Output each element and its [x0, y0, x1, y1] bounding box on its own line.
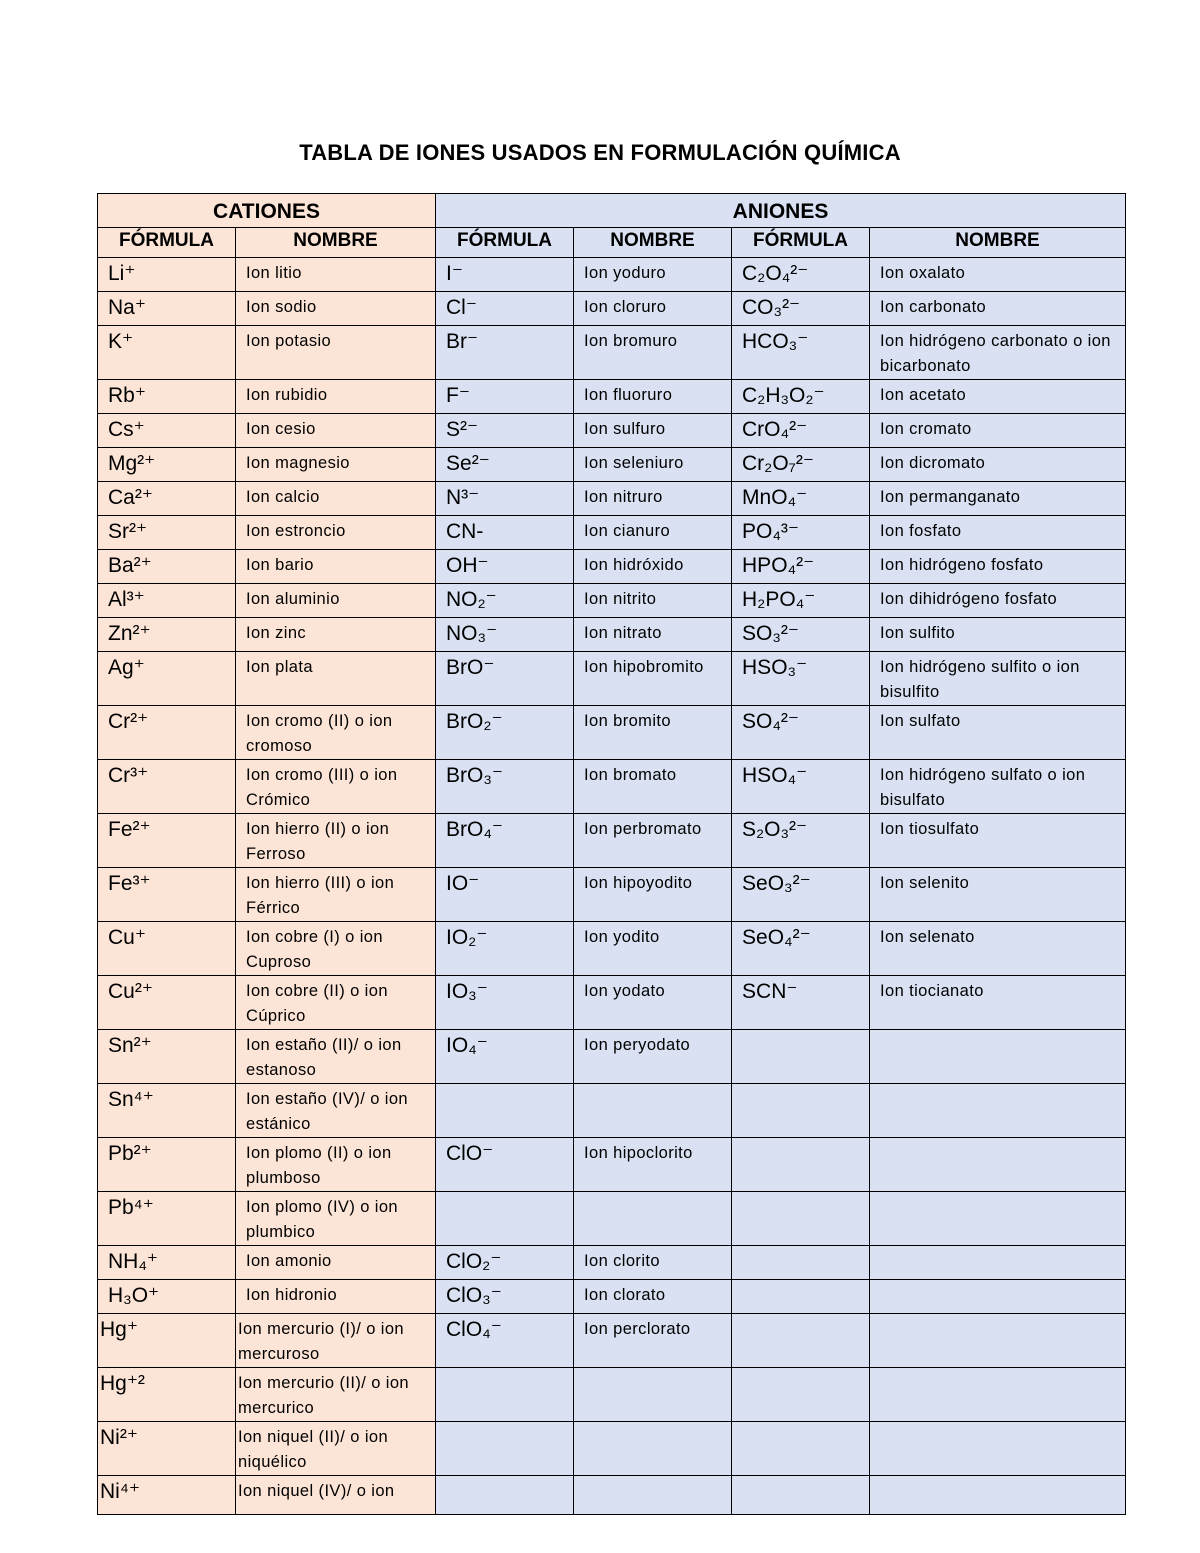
anion-name: Ion acetato: [870, 380, 1126, 414]
cation-formula: Zn²⁺: [98, 618, 236, 652]
column-header-nombre: NOMBRE: [870, 228, 1126, 258]
anion-formula: [436, 1084, 574, 1138]
anion-formula: H₂PO₄⁻: [732, 584, 870, 618]
table-row: [98, 1280, 1126, 1314]
table-row: [98, 1246, 1126, 1280]
anion-name: Ion sulfuro: [574, 414, 732, 448]
anion-name: Ion seleniuro: [574, 448, 732, 482]
table-row: [98, 1314, 1126, 1368]
column-header-nombre: NOMBRE: [236, 228, 436, 258]
anion-formula: BrO⁻: [436, 652, 574, 706]
cation-name: Ion hierro (II) o ion Ferroso: [236, 814, 436, 868]
anion-name: Ion tiosulfato: [870, 814, 1126, 868]
anion-name: Ion selenito: [870, 868, 1126, 922]
cation-name: Ion estaño (IV)/ o ion estánico: [236, 1084, 436, 1138]
anion-name: Ion dicromato: [870, 448, 1126, 482]
anion-formula: CN-: [436, 516, 574, 550]
anion-formula: [436, 1368, 574, 1422]
anion-formula: [732, 1422, 870, 1476]
anion-name: Ion fluoruro: [574, 380, 732, 414]
anion-name: Ion hidrógeno carbonato o ion bicarbonato: [870, 326, 1126, 380]
cation-name: Ion cesio: [236, 414, 436, 448]
anion-formula: [732, 1280, 870, 1314]
anion-name: Ion permanganato: [870, 482, 1126, 516]
table-row: [98, 706, 1126, 760]
cation-name: Ion cromo (II) o ion cromoso: [236, 706, 436, 760]
table-row: [98, 652, 1126, 706]
anion-formula: HCO₃⁻: [732, 326, 870, 380]
cation-name: Ion niquel (II)/ o ion niquélico: [236, 1422, 436, 1476]
anion-name: Ion nitrato: [574, 618, 732, 652]
anion-name: [870, 1138, 1126, 1192]
anion-formula: S²⁻: [436, 414, 574, 448]
table-row: [98, 1422, 1126, 1476]
cation-name: Ion plomo (II) o ion plumboso: [236, 1138, 436, 1192]
anion-name: Ion yodito: [574, 922, 732, 976]
cation-formula: Sn²⁺: [98, 1030, 236, 1084]
anion-name: [870, 1280, 1126, 1314]
anion-name: Ion perbromato: [574, 814, 732, 868]
table-row: [98, 1030, 1126, 1084]
table-row: [98, 584, 1126, 618]
anion-formula: I⁻: [436, 258, 574, 292]
cation-formula: Cu⁺: [98, 922, 236, 976]
cation-formula: Sn⁴⁺: [98, 1084, 236, 1138]
table-row: [98, 380, 1126, 414]
table-row: [98, 618, 1126, 652]
anion-name: Ion perclorato: [574, 1314, 732, 1368]
table-row: [98, 258, 1126, 292]
anion-name: [574, 1368, 732, 1422]
cation-name: Ion litio: [236, 258, 436, 292]
cation-formula: Hg⁺: [98, 1314, 236, 1368]
table-row: [98, 760, 1126, 814]
anion-name: Ion hipoclorito: [574, 1138, 732, 1192]
column-header-formula: FÓRMULA: [732, 228, 870, 258]
cation-name: Ion cromo (III) o ion Crómico: [236, 760, 436, 814]
cation-name: Ion niquel (IV)/ o ion: [236, 1476, 436, 1515]
ion-rows: [98, 258, 1126, 1515]
cation-formula: Ca²⁺: [98, 482, 236, 516]
anion-name: Ion peryodato: [574, 1030, 732, 1084]
table-row: [98, 550, 1126, 584]
anion-name: Ion fosfato: [870, 516, 1126, 550]
anion-name: Ion hidrógeno fosfato: [870, 550, 1126, 584]
anion-formula: IO₂⁻: [436, 922, 574, 976]
cation-name: Ion cobre (I) o ion Cuproso: [236, 922, 436, 976]
cation-formula: Na⁺: [98, 292, 236, 326]
anion-name: Ion selenato: [870, 922, 1126, 976]
cation-formula: Fe²⁺: [98, 814, 236, 868]
cation-name: Ion magnesio: [236, 448, 436, 482]
cation-name: Ion rubidio: [236, 380, 436, 414]
table-row: [98, 1476, 1126, 1515]
anion-name: Ion cromato: [870, 414, 1126, 448]
column-header-formula: FÓRMULA: [98, 228, 236, 258]
anion-formula: IO₃⁻: [436, 976, 574, 1030]
anion-name: Ion nitrito: [574, 584, 732, 618]
anion-formula: F⁻: [436, 380, 574, 414]
anion-name: Ion sulfato: [870, 706, 1126, 760]
anion-name: Ion bromuro: [574, 326, 732, 380]
ions-table: [97, 193, 1126, 1515]
table-row: [98, 1192, 1126, 1246]
anion-formula: ClO₃⁻: [436, 1280, 574, 1314]
anion-name: Ion cloruro: [574, 292, 732, 326]
table-row: [98, 1368, 1126, 1422]
anion-name: [870, 1246, 1126, 1280]
cation-formula: Ba²⁺: [98, 550, 236, 584]
anion-name: Ion tiocianato: [870, 976, 1126, 1030]
cation-formula: Ni²⁺: [98, 1422, 236, 1476]
cation-formula: Rb⁺: [98, 380, 236, 414]
anion-formula: Br⁻: [436, 326, 574, 380]
cation-name: Ion plomo (IV) o ion plumbico: [236, 1192, 436, 1246]
anion-name: [870, 1314, 1126, 1368]
anion-formula: NO₂⁻: [436, 584, 574, 618]
anion-formula: SO₃²⁻: [732, 618, 870, 652]
cation-formula: Sr²⁺: [98, 516, 236, 550]
anion-name: Ion nitruro: [574, 482, 732, 516]
anion-name: Ion bromito: [574, 706, 732, 760]
anion-formula: SO₄²⁻: [732, 706, 870, 760]
anion-formula: HSO₃⁻: [732, 652, 870, 706]
anion-name: Ion bromato: [574, 760, 732, 814]
table-row: [98, 292, 1126, 326]
anion-name: [870, 1192, 1126, 1246]
cation-name: Ion mercurio (II)/ o ion mercurico: [236, 1368, 436, 1422]
table-row: [98, 448, 1126, 482]
cation-formula: Cs⁺: [98, 414, 236, 448]
cation-name: Ion calcio: [236, 482, 436, 516]
anion-name: Ion yoduro: [574, 258, 732, 292]
column-header-formula: FÓRMULA: [436, 228, 574, 258]
anion-formula: [732, 1314, 870, 1368]
anion-formula: BrO₃⁻: [436, 760, 574, 814]
cation-name: Ion plata: [236, 652, 436, 706]
cation-name: Ion amonio: [236, 1246, 436, 1280]
anion-formula: C₂O₄²⁻: [732, 258, 870, 292]
cation-formula: Ni⁴⁺: [98, 1476, 236, 1515]
anion-name: [870, 1030, 1126, 1084]
aniones-header: ANIONES: [436, 194, 1126, 228]
table-row: [98, 516, 1126, 550]
anion-name: Ion hipoyodito: [574, 868, 732, 922]
table-row: [98, 814, 1126, 868]
anion-name: Ion clorito: [574, 1246, 732, 1280]
anion-formula: CO₃²⁻: [732, 292, 870, 326]
anion-name: Ion oxalato: [870, 258, 1126, 292]
anion-name: [870, 1084, 1126, 1138]
anion-formula: [732, 1476, 870, 1515]
anion-formula: SCN⁻: [732, 976, 870, 1030]
anion-formula: S₂O₃²⁻: [732, 814, 870, 868]
anion-formula: Cl⁻: [436, 292, 574, 326]
anion-name: [574, 1192, 732, 1246]
anion-name: Ion hidrógeno sulfito o ion bisulfito: [870, 652, 1126, 706]
anion-formula: [436, 1192, 574, 1246]
cation-name: Ion potasio: [236, 326, 436, 380]
cation-name: Ion bario: [236, 550, 436, 584]
anion-name: Ion sulfito: [870, 618, 1126, 652]
anion-formula: [732, 1246, 870, 1280]
anion-formula: BrO₂⁻: [436, 706, 574, 760]
anion-name: Ion yodato: [574, 976, 732, 1030]
anion-formula: [732, 1368, 870, 1422]
anion-name: Ion hidrógeno sulfato o ion bisulfato: [870, 760, 1126, 814]
cation-formula: Cr²⁺: [98, 706, 236, 760]
anion-name: Ion hipobromito: [574, 652, 732, 706]
cation-name: Ion hidronio: [236, 1280, 436, 1314]
anion-formula: ClO₂⁻: [436, 1246, 574, 1280]
cation-formula: Mg²⁺: [98, 448, 236, 482]
anion-formula: SeO₄²⁻: [732, 922, 870, 976]
anion-formula: ClO₄⁻: [436, 1314, 574, 1368]
cation-formula: Cr³⁺: [98, 760, 236, 814]
anion-formula: CrO₄²⁻: [732, 414, 870, 448]
anion-formula: OH⁻: [436, 550, 574, 584]
table-row: [98, 414, 1126, 448]
anion-name: [870, 1422, 1126, 1476]
cation-formula: Hg⁺²: [98, 1368, 236, 1422]
cation-formula: Fe³⁺: [98, 868, 236, 922]
anion-name: [870, 1476, 1126, 1515]
cation-name: Ion cobre (II) o ion Cúprico: [236, 976, 436, 1030]
anion-formula: [732, 1192, 870, 1246]
anion-name: Ion clorato: [574, 1280, 732, 1314]
anion-formula: C₂H₃O₂⁻: [732, 380, 870, 414]
cation-name: Ion estroncio: [236, 516, 436, 550]
anion-name: [870, 1368, 1126, 1422]
cation-name: Ion mercurio (I)/ o ion mercuroso: [236, 1314, 436, 1368]
anion-formula: HPO₄²⁻: [732, 550, 870, 584]
table-row: [98, 922, 1126, 976]
anion-formula: MnO₄⁻: [732, 482, 870, 516]
cation-formula: Cu²⁺: [98, 976, 236, 1030]
cation-formula: H₃O⁺: [98, 1280, 236, 1314]
cationes-header: CATIONES: [98, 194, 436, 228]
page-title: TABLA DE IONES USADOS EN FORMULACIÓN QUÍMICA: [299, 140, 901, 165]
table-row: [98, 868, 1126, 922]
anion-name: Ion carbonato: [870, 292, 1126, 326]
table-row: [98, 976, 1126, 1030]
cation-formula: Pb²⁺: [98, 1138, 236, 1192]
anion-formula: PO₄³⁻: [732, 516, 870, 550]
cation-name: Ion estaño (II)/ o ion estanoso: [236, 1030, 436, 1084]
anion-formula: N³⁻: [436, 482, 574, 516]
cation-formula: NH₄⁺: [98, 1246, 236, 1280]
anion-formula: IO₄⁻: [436, 1030, 574, 1084]
anion-name: Ion dihidrógeno fosfato: [870, 584, 1126, 618]
anion-formula: [436, 1422, 574, 1476]
cation-formula: Ag⁺: [98, 652, 236, 706]
cation-name: Ion sodio: [236, 292, 436, 326]
anion-formula: Cr₂O₇²⁻: [732, 448, 870, 482]
anion-formula: [732, 1030, 870, 1084]
anion-formula: Se²⁻: [436, 448, 574, 482]
anion-name: [574, 1422, 732, 1476]
anion-formula: HSO₄⁻: [732, 760, 870, 814]
anion-formula: [732, 1138, 870, 1192]
anion-formula: [436, 1476, 574, 1515]
anion-name: [574, 1476, 732, 1515]
anion-formula: IO⁻: [436, 868, 574, 922]
anion-name: Ion hidróxido: [574, 550, 732, 584]
anion-name: Ion cianuro: [574, 516, 732, 550]
cation-formula: Li⁺: [98, 258, 236, 292]
table-row: [98, 1084, 1126, 1138]
cation-formula: Al³⁺: [98, 584, 236, 618]
anion-formula: BrO₄⁻: [436, 814, 574, 868]
table-row: [98, 326, 1126, 380]
anion-formula: SeO₃²⁻: [732, 868, 870, 922]
cation-name: Ion zinc: [236, 618, 436, 652]
anion-formula: [732, 1084, 870, 1138]
cation-name: Ion hierro (III) o ion Férrico: [236, 868, 436, 922]
cation-formula: K⁺: [98, 326, 236, 380]
column-header-nombre: NOMBRE: [574, 228, 732, 258]
anion-formula: NO₃⁻: [436, 618, 574, 652]
anion-name: [574, 1084, 732, 1138]
table-row: [98, 482, 1126, 516]
anion-formula: ClO⁻: [436, 1138, 574, 1192]
table-row: [98, 1138, 1126, 1192]
cation-formula: Pb⁴⁺: [98, 1192, 236, 1246]
cation-name: Ion aluminio: [236, 584, 436, 618]
